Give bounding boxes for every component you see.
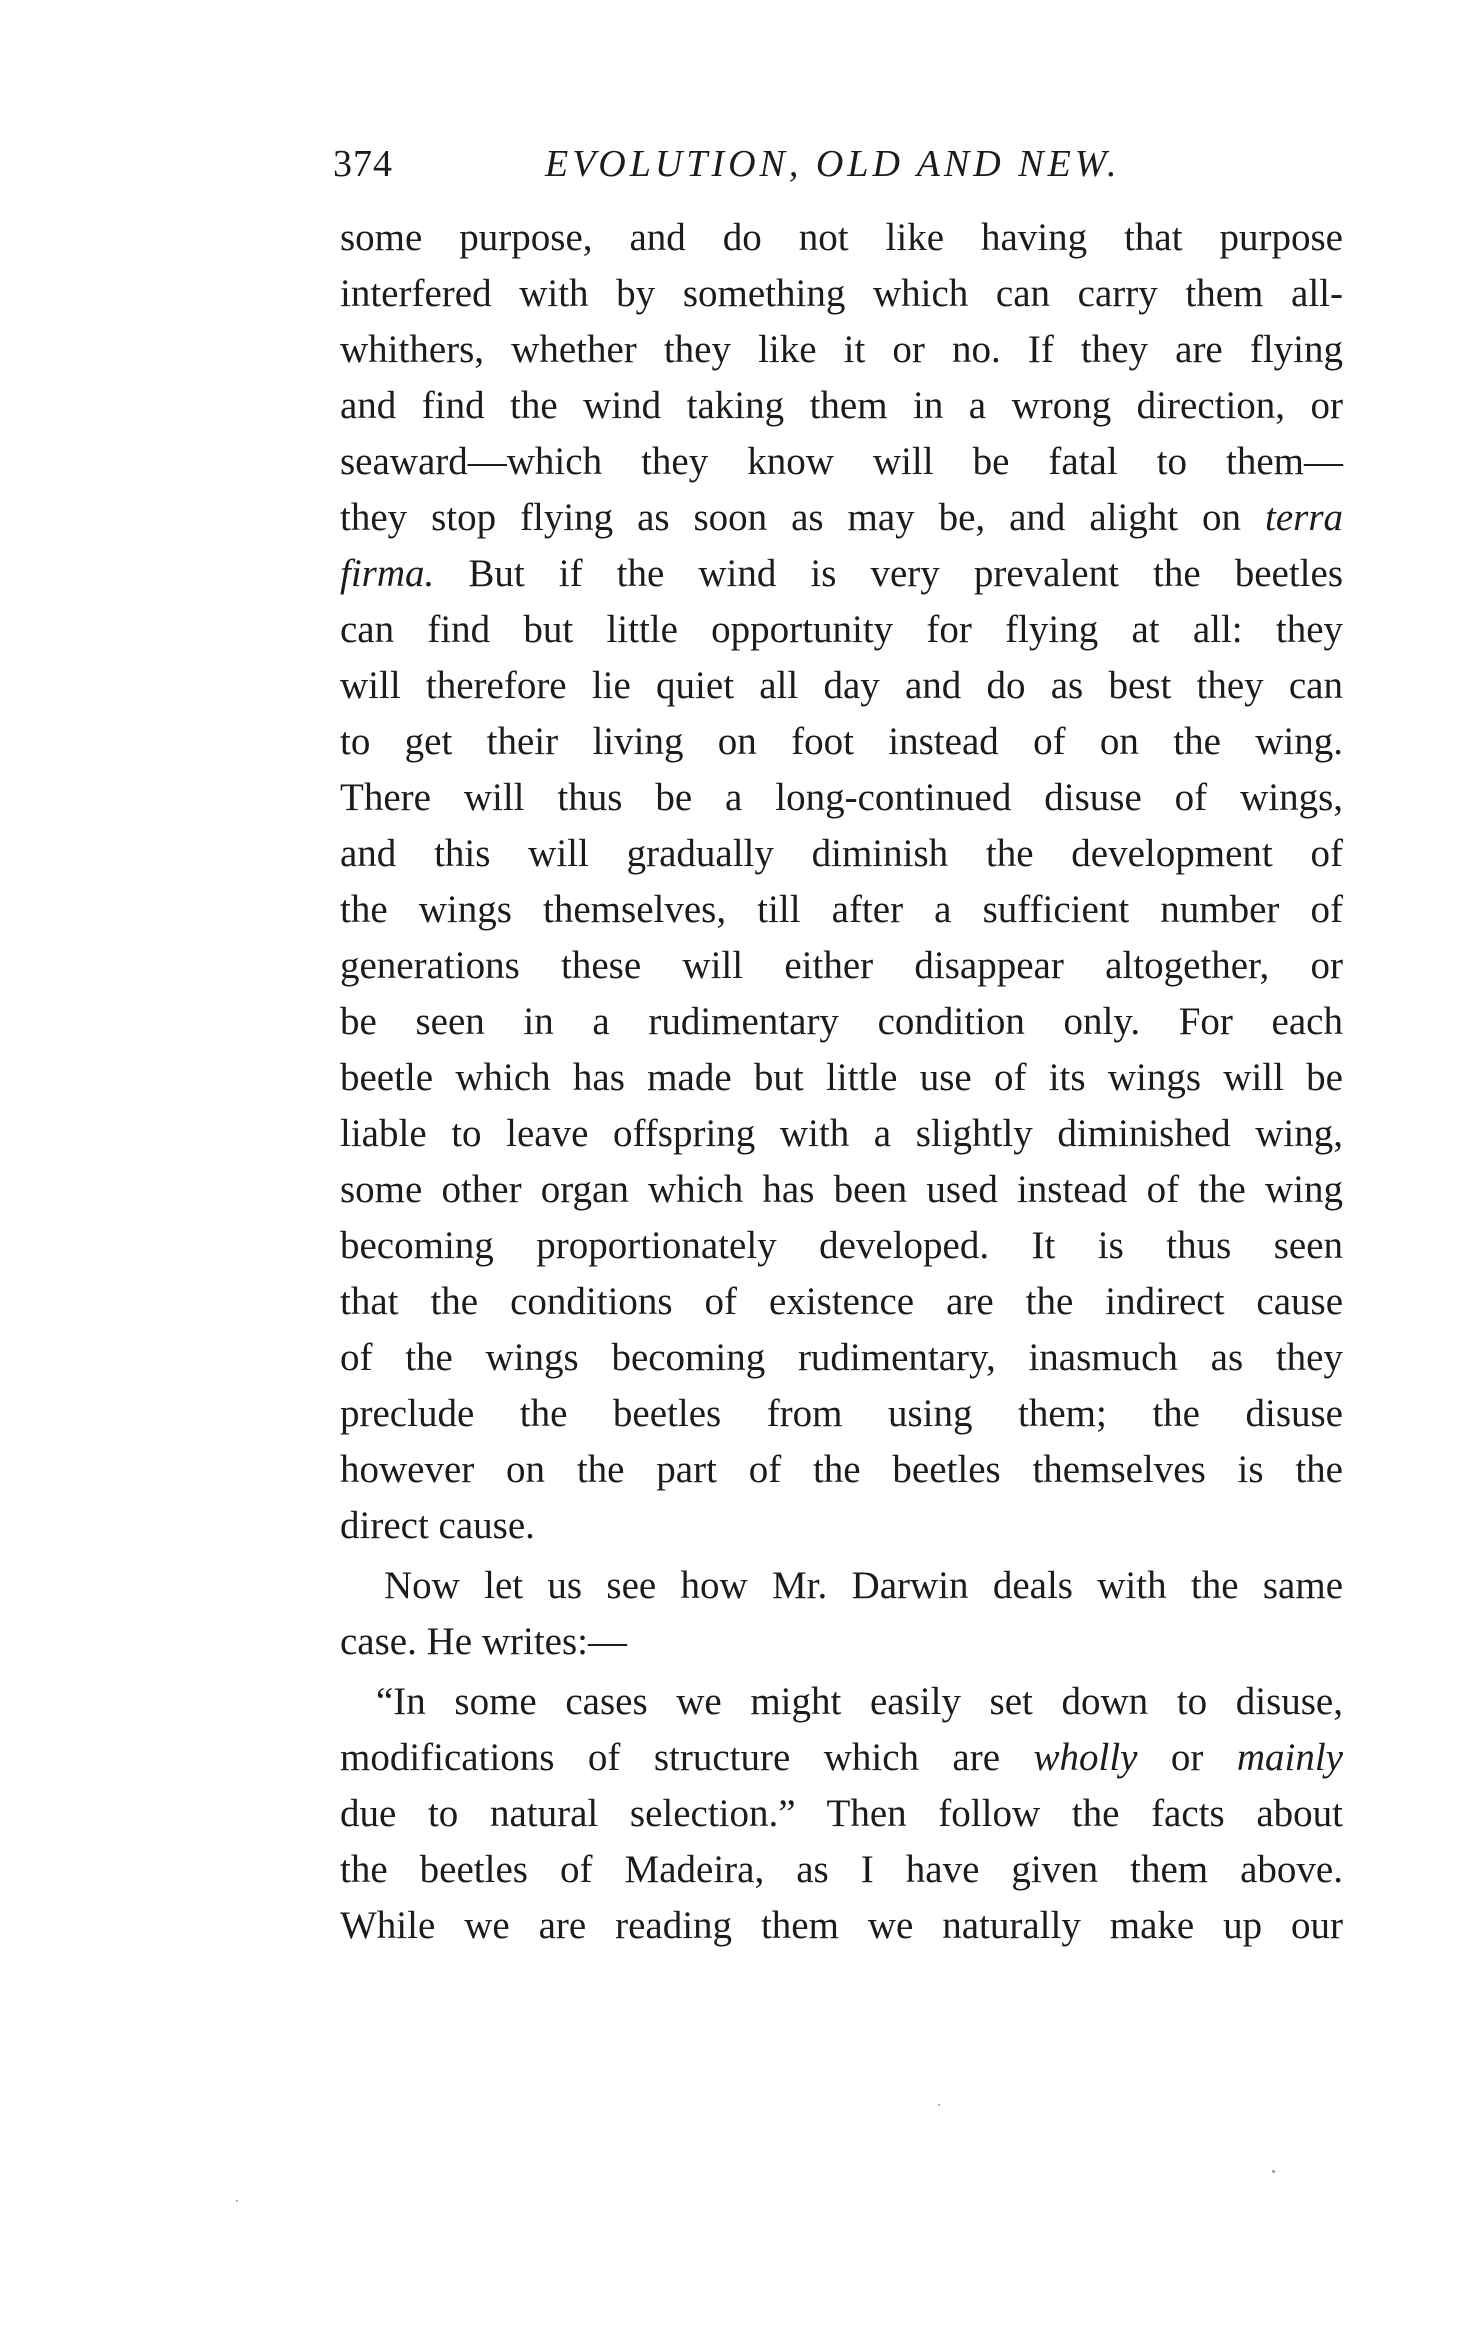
paper-speck: [236, 2200, 238, 2202]
text-line: interfered with by something which can carry them all-: [340, 272, 1343, 315]
italic-run: terra: [1265, 496, 1343, 539]
text-line: the wings themselves, till after a sufficient number of: [340, 888, 1343, 931]
page-header: [333, 138, 1343, 190]
text-line: “In some cases we might easily set down to disuse,: [376, 1680, 1343, 1723]
text-line: Now let us see how Mr. Darwin deals with the same: [384, 1564, 1343, 1607]
text-line: will therefore lie quiet all day and do as best they can: [340, 664, 1343, 707]
text-line: liable to leave offspring with a slightly diminished wing,: [340, 1112, 1343, 1155]
text-run: modifications of structure which are: [340, 1736, 1034, 1779]
text-line: be seen in a rudimentary condition only. For each: [340, 1000, 1343, 1043]
text-line: [340, 490, 1343, 546]
text-line: There will thus be a long-continued disuse of wings,: [340, 776, 1343, 819]
text-line: can find but little opportunity for flying at all: they: [340, 608, 1343, 651]
paragraph-3-quotation: [340, 1674, 1343, 1954]
text-line: [340, 1730, 1343, 1786]
text-line: beetle which has made but little use of its wings will be: [340, 1056, 1343, 1099]
text-line: seaward—which they know will be fatal to them—: [340, 440, 1343, 483]
italic-run: firma.: [340, 552, 435, 595]
text-line: [340, 546, 1343, 602]
text-line: that the conditions of existence are the indirect cause: [340, 1280, 1343, 1323]
text-line: some other organ which has been used instead of the wing: [340, 1168, 1343, 1211]
text-line: to get their living on foot instead of on the wing.: [340, 720, 1343, 763]
text-line: due to natural selection.” Then follow the facts about: [340, 1792, 1343, 1835]
italic-run: wholly: [1033, 1736, 1138, 1779]
text-line: and this will gradually diminish the development of: [340, 832, 1343, 875]
paper-speck: [1272, 2170, 1275, 2173]
text-line: and find the wind taking them in a wrong direction, or: [340, 384, 1343, 427]
paragraph-1: [340, 210, 1343, 1554]
paper-speck: [938, 2104, 940, 2106]
text-line: whithers, whether they like it or no. If they are flying: [340, 328, 1343, 371]
text-line: case. He writes:—: [340, 1620, 627, 1663]
text-line: of the wings becoming rudimentary, inasmuch as they: [340, 1336, 1343, 1379]
text-run: they stop flying as soon as may be, and alight on: [340, 496, 1265, 539]
text-line: preclude the beetles from using them; the disuse: [340, 1392, 1343, 1435]
text-line: the beetles of Madeira, as I have given them above.: [340, 1848, 1343, 1891]
running-title: EVOLUTION, OLD AND NEW.: [545, 143, 1121, 185]
page-number: 374: [333, 143, 393, 185]
text-line: generations these will either disappear altogether, or: [340, 944, 1343, 987]
text-line: While we are reading them we naturally make up our: [340, 1904, 1343, 1947]
body-text: [340, 210, 1343, 1954]
italic-run: mainly: [1236, 1736, 1343, 1779]
text-line: direct cause.: [340, 1504, 535, 1547]
text-run: or: [1137, 1736, 1237, 1779]
text-line: some purpose, and do not like having that purpose: [340, 216, 1343, 259]
text-line: becoming proportionately developed. It is thus seen: [340, 1224, 1343, 1267]
text-run: But if the wind is very prevalent the beetles: [434, 552, 1343, 595]
paragraph-2: [340, 1558, 1343, 1670]
text-line: however on the part of the beetles themselves is the: [340, 1448, 1343, 1491]
